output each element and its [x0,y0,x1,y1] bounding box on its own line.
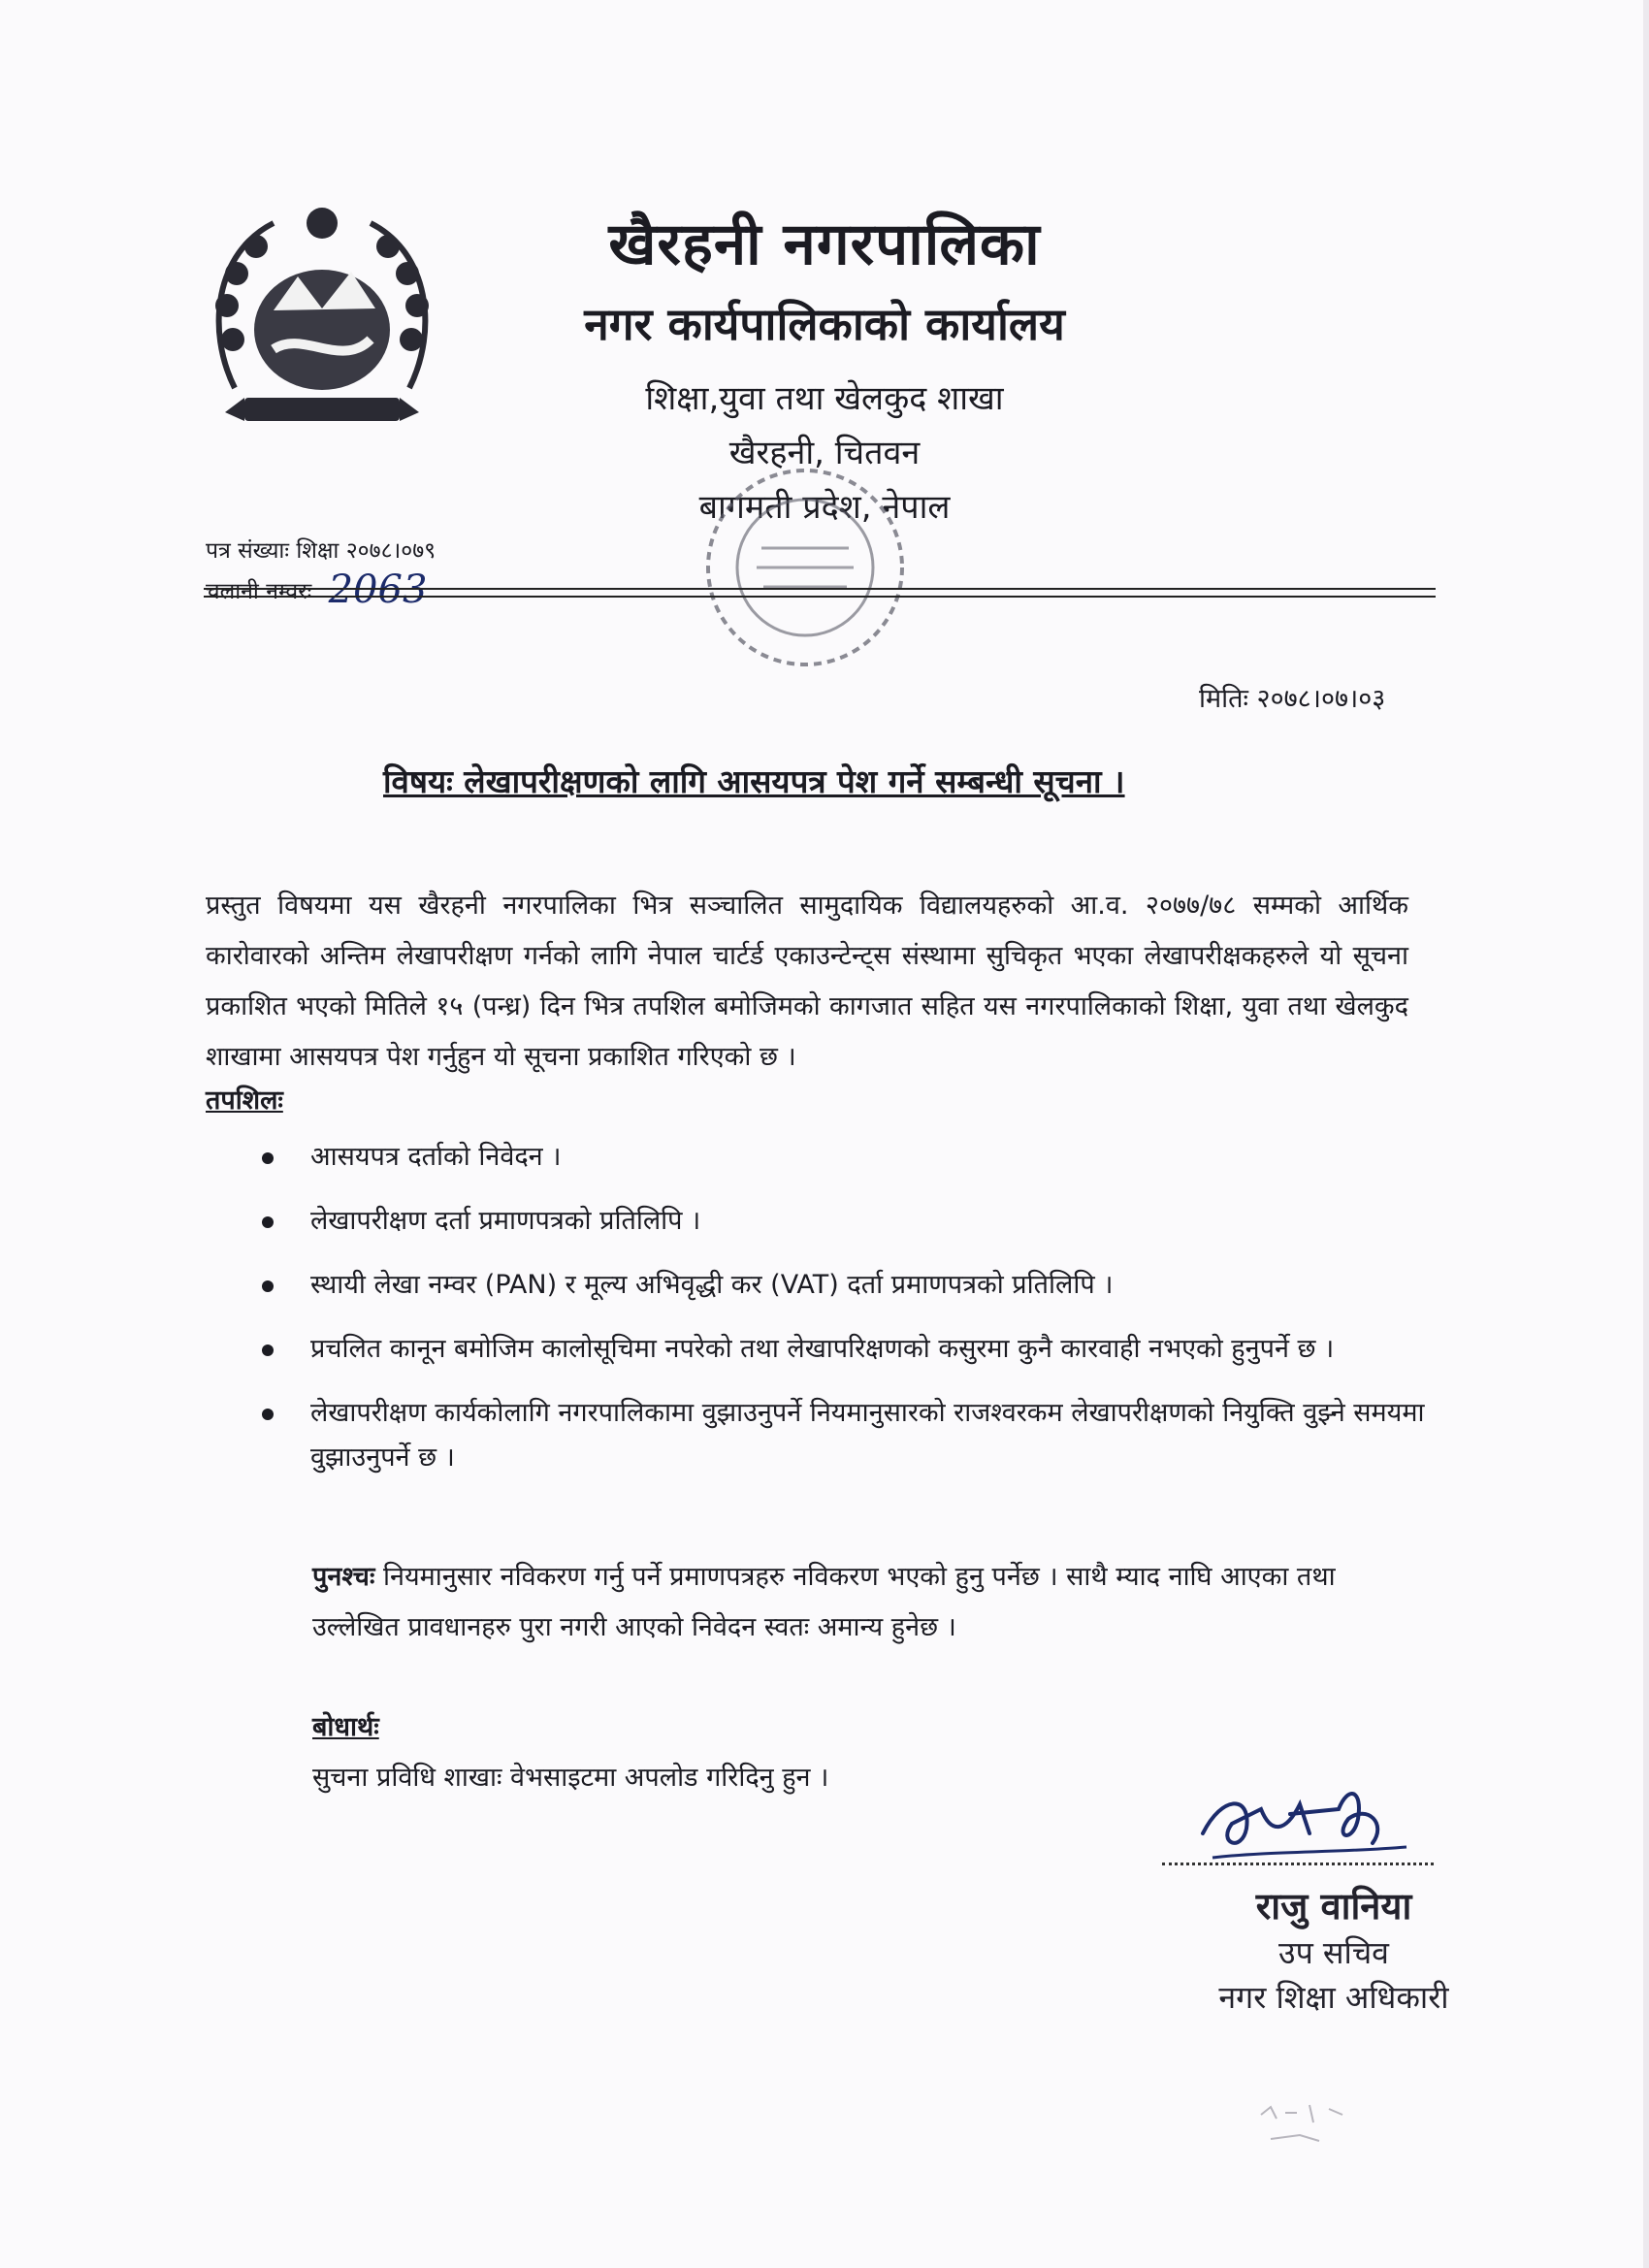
list-item [262,1391,1426,1480]
signatory-block [1169,1882,1499,2020]
notice-date: मितिः २०७८।०७।०३ [1199,684,1386,714]
list-item [262,1263,1426,1308]
list-item-text: लेखापरीक्षण कार्यकोलागि नगरपालिकामा वुझाउनुपर्ने नियमानुसारको राजश्वरकम लेखापरीक्षणको नियुक्ति वुझ्ने समयमा वुझाउनुपर्ने छ । [310,1398,1425,1473]
bodharth-heading: बोधार्थः [312,1712,379,1742]
bodharth-text: सुचना प्रविधि शाखाः वेभसाइटमा अपलोड गरिदिनु हुन । [312,1763,829,1793]
signature-line [1162,1863,1434,1865]
bullet-icon [262,1345,274,1356]
branch-name: शिक्षा,युवा तथा खेलकुद शाखा [645,379,1004,418]
bleed-through-marks-icon [1251,2095,1387,2154]
bullet-icon [262,1280,274,1292]
postscript-label: पुनश्चः [312,1562,375,1592]
dispatch-number-label: चलानी नम्वरः [206,579,312,604]
list-item-text: स्थायी लेखा नम्वर (PAN) र मूल्य अभिवृद्धी कर (VAT) दर्ता प्रमाणपत्रको प्रतिलिपि । [310,1270,1114,1300]
notice-body: प्रस्तुत विषयमा यस खैरहनी नगरपालिका भित्र सञ्चालित सामुदायिक विद्यालयहरुको आ.व. २०७७/७८ सम्मको आर्थिक कारोवारको अन्तिम लेखापरीक्षण गर्नको लागि नेपाल चार्टर्ड एकाउन्टेन्ट्स संस्थामा सुचिकृत भएका लेखापरीक्षकहरुले यो सूचना प्रकाशित भएको मितिले १५ (पन्ध्र) दिन भित्र तपशिल बमोजिमको कागजात सहित यस नगरपालिकाको शिक्षा, युवा तथा खेलकुद शाखामा आसयपत्र पेश गर्नुहुन यो सूचना प्रकाशित गरिएको छ । [206,891,1408,1072]
signatory-name: राजु वानिया [1255,1884,1412,1928]
list-item-text: प्रचलित कानून बमोजिम कालोसूचिमा नपरेको तथा लेखापरिक्षणको कसुरमा कुनै कारवाही नभएको हुनुपर्ने छ । [310,1334,1335,1364]
header-divider-secondary [204,596,1436,598]
postscript-text: नियमानुसार नविकरण गर्नु पर्ने प्रमाणपत्रहरु नविकरण भएको हुनु पर्नेछ । साथै म्याद नाघि आएका तथा उल्लेखित प्रावधानहरु पुरा नगरी आएको निवेदन स्वतः अमान्य हुनेछ । [312,1562,1336,1642]
details-heading: तपशिलः [206,1085,283,1116]
list-item-text: लेखापरीक्षण दर्ता प्रमाणपत्रको प्रतिलिपि । [310,1206,701,1236]
list-item-text: आसयपत्र दर्ताको निवेदन । [310,1142,562,1172]
signature-icon [1193,1766,1416,1872]
requirements-list [262,1135,1426,1500]
bullet-icon [262,1409,274,1420]
dispatch-number-row [206,567,436,612]
signatory-title: उप सचिव [1278,1934,1389,1971]
notice-subject: विषयः लेखापरीक्षणको लागि आसयपत्र पेश गर्ने सम्बन्धी सूचना । [383,762,1125,800]
list-item [262,1199,1426,1244]
address-place: खैरहनी, चितवन [728,434,921,472]
office-name: नगर कार्यपालिकाको कार्यालय [584,298,1065,350]
reference-block [206,532,436,611]
org-name: खैरहनी नगरपालिका [608,211,1041,278]
bullet-icon [262,1216,274,1228]
header-divider [204,588,1436,590]
postscript [312,1552,1418,1653]
bullet-icon [262,1152,274,1164]
address-province: बागमती प्रदेश, नेपाल [698,488,951,527]
letter-number-label: पत्र संख्याः [206,538,290,564]
dispatch-number-value: 2063 [328,567,428,612]
nepal-emblem-icon [206,194,438,446]
office-stamp-icon [694,456,917,679]
list-item [262,1135,1426,1180]
letter-number-value: शिक्षा २०७८।०७९ [296,538,436,564]
signatory-role: नगर शिक्षा अधिकारी [1218,1979,1449,2016]
list-item [262,1327,1426,1372]
letter-number-row [206,532,436,570]
